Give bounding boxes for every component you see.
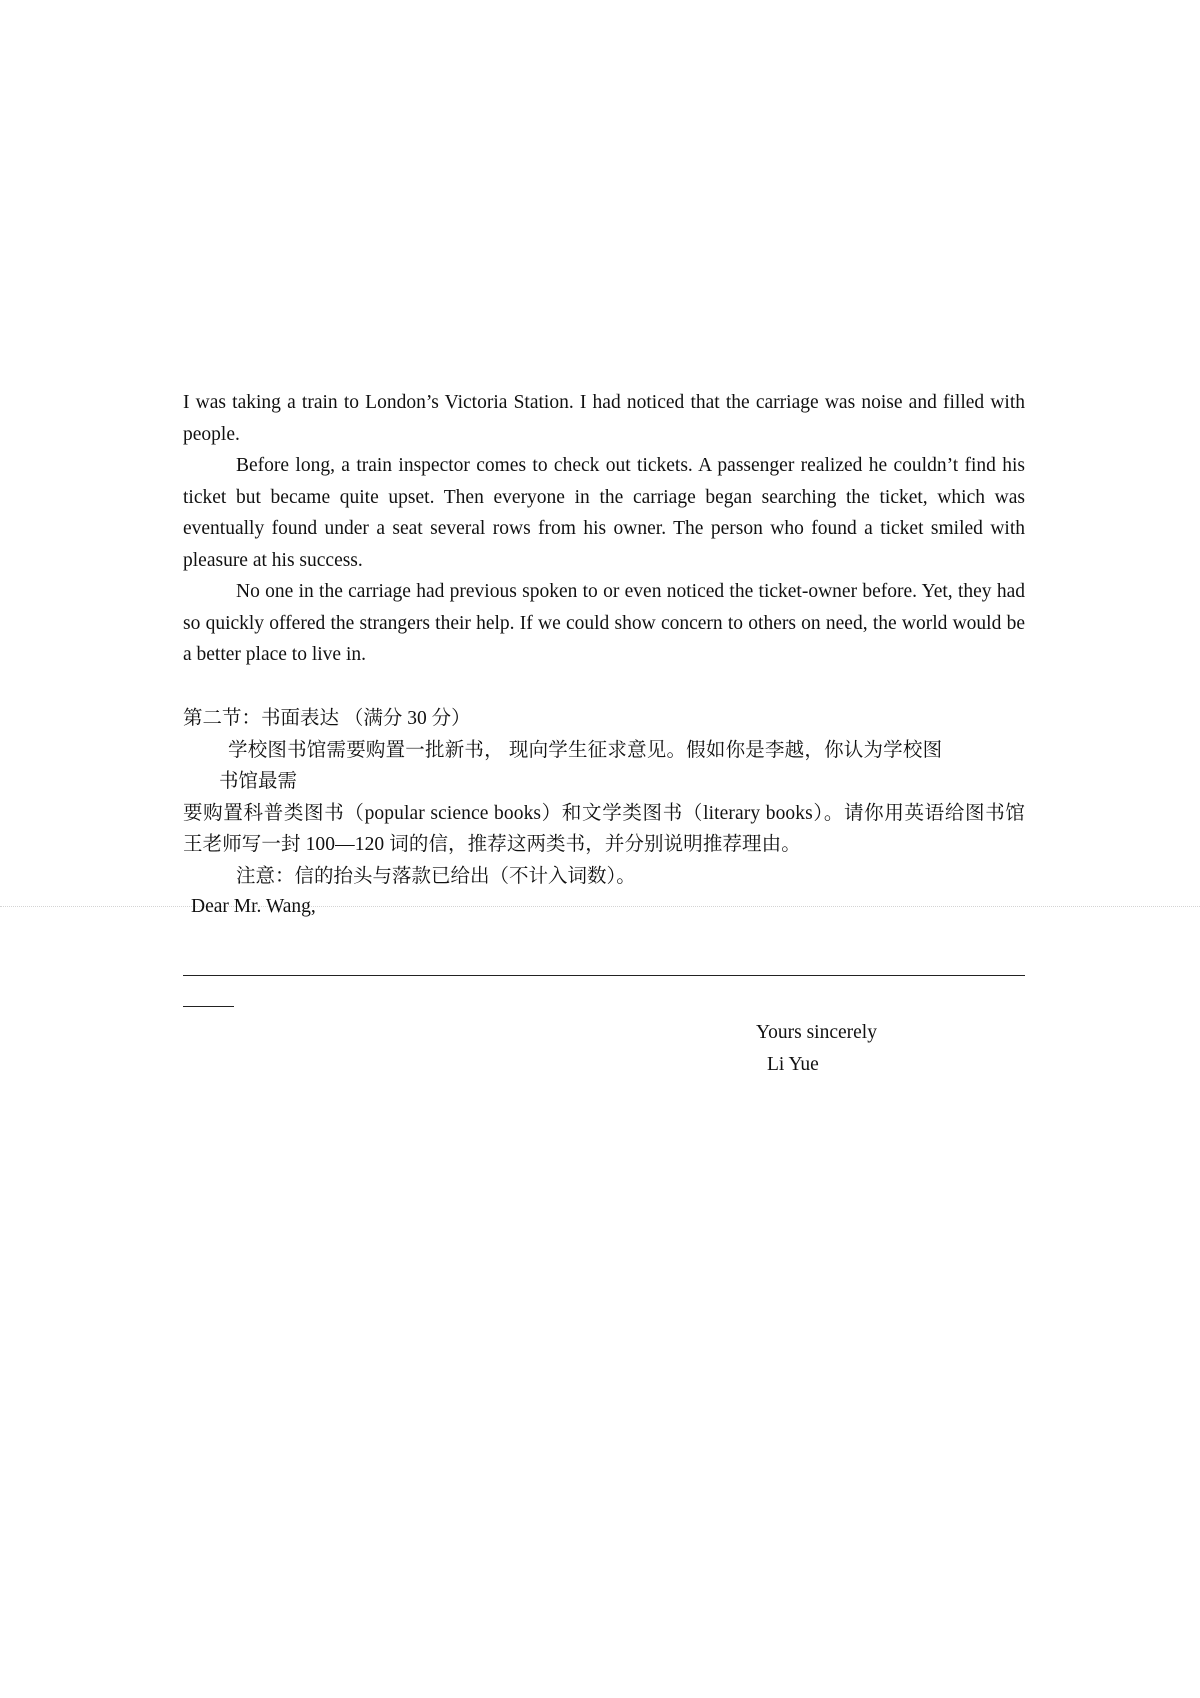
letter-salutation: Dear Mr. Wang, xyxy=(191,896,316,917)
task-description xyxy=(183,735,1025,861)
task-line-1: 学校图书馆需要购置一批新书， 现向学生征求意见。假如你是李越，你认为学校图 xyxy=(228,739,943,761)
task-note: 注意：信的抬头与落款已给出（不计入词数）。 xyxy=(236,865,636,887)
passage-paragraph-3: No one in the carriage had previous spoken to or even noticed the ticket-owner before. Yet, they had so quickly offered the strangers their help. If we could show concern to others on need, the world would be a better place to live in. xyxy=(183,581,1025,665)
letter-signature: Li Yue xyxy=(767,1054,819,1075)
passage-paragraph-1: I was taking a train to London’s Victoria Station. I had noticed that the carriage was noise and filled with people. xyxy=(183,392,1025,445)
page-divider xyxy=(0,906,1200,907)
section-heading: 第二节：书面表达 （满分 30 分） xyxy=(183,708,471,729)
letter-closing: Yours sincerely xyxy=(756,1022,877,1043)
task-line-3: 要购置科普类图书（popular science books）和文学类图书（literary books）。请你用英语给图书馆王老师写一封 100—120 词的信，推荐这两类书，并分别说明推荐理由。 xyxy=(183,802,1025,855)
passage-paragraph-2: Before long, a train inspector comes to check out tickets. A passenger realized he couldn’t find his ticket but became quite upset. Then everyone in the carriage began searching the ticket, which was eventually found under a seat several rows from his owner. The person who found a ticket smiled with pleasure at his success. xyxy=(183,455,1025,571)
task-line-2: 书馆最需 xyxy=(219,771,298,792)
writing-section xyxy=(183,703,1025,892)
answer-line-continuation[interactable] xyxy=(183,1006,234,1007)
passage xyxy=(183,387,1025,671)
answer-line[interactable] xyxy=(183,975,1025,976)
